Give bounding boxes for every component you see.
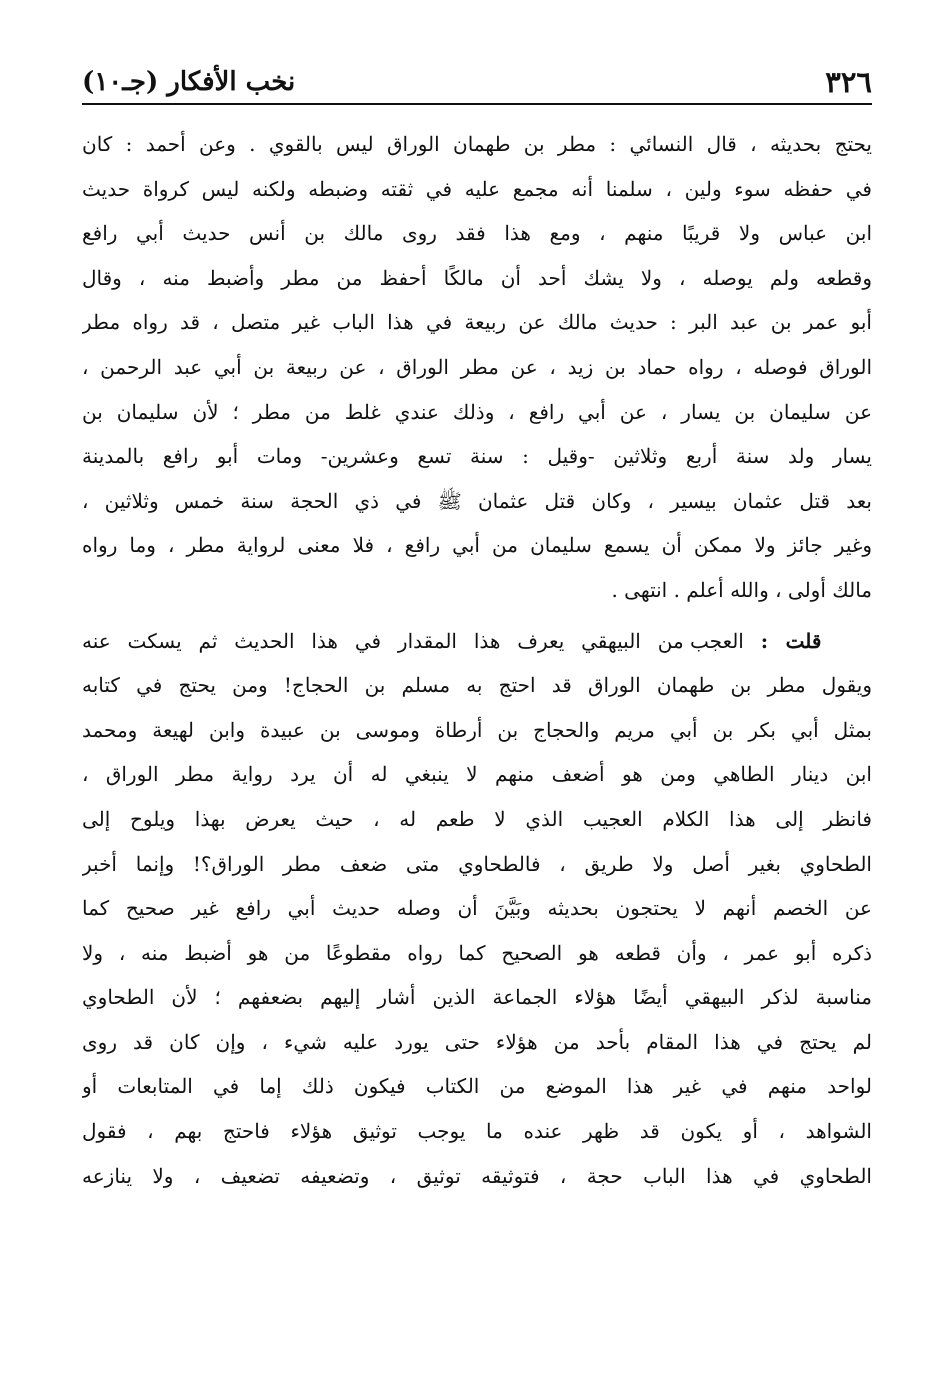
text-line: مالك أولى ، والله أعلم . انتهى . <box>611 577 872 602</box>
text-line: أبو عمر بن عبد البر : حديث مالك عن ربيعة في هذا الباب غير متصل ، قد رواه مطر <box>82 310 872 335</box>
text-line: الوراق فوصله ، رواه حماد بن زيد ، عن مطر الوراق ، عن ربيعة بن أبي عبد الرحمن ، <box>82 354 872 379</box>
text-line: الشواهد ، أو يكون قد ظهر عنده ما يوجب توثيق هؤلاء فاحتج بهم ، فقول <box>82 1119 872 1144</box>
text-line: الطحاوي في هذا الباب حجة ، فتوثيقه توثيق ، وتضعيفه تضعيف ، ولا ينازعه <box>82 1163 872 1188</box>
page-number: ٣٢٦ <box>825 65 872 99</box>
text-line-rest: العجب من البيهقي يعرف هذا المقدار في هذا الحديث ثم يسكت عنه <box>82 628 744 653</box>
text-line: يحتج بحديثه ، قال النسائي : مطر بن طهمان الوراق ليس بالقوي . وعن أحمد : كان <box>82 132 872 156</box>
text-line: ذكره أبو عمر ، وأن قطعه هو الصحيح كما رواه مقطوعًا من هو أضبط منه ، ولا <box>82 940 872 965</box>
paragraph-1 <box>82 122 872 613</box>
text-line: بمثل أبي بكر بن أبي مريم والحجاج بن أرطاة وموسى بن عبيدة وابن لهيعة ومحمد <box>82 717 872 742</box>
text-line: وغير جائز ولا ممكن أن يسمع سليمان من أبي رافع ، فلا معنى لرواية مطر ، وما رواه <box>82 533 872 558</box>
running-title: نخب الأفكار (جـ١٠) <box>82 67 296 97</box>
paragraph-lead: قلت : <box>760 628 822 653</box>
running-header <box>82 60 872 100</box>
text-line: عن سليمان بن يسار ، عن أبي رافع ، وذلك عندي غلط من مطر ؛ لأن سليمان بن <box>82 399 872 424</box>
text-line: مناسبة لذكر البيهقي أيضًا هؤلاء الجماعة الذين أشار إليهم بضعفهم ؛ لأن الطحاوي <box>82 985 872 1010</box>
text-line: ويقول مطر بن طهمان الوراق قد احتج به مسلم بن الحجاج! ومن يحتج في كتابه <box>82 673 872 698</box>
main-text <box>82 122 872 1198</box>
text-line: بعد قتل عثمان بيسير ، وكان قتل عثمان ﷺ في ذي الحجة سنة خمس وثلاثين ، <box>82 488 872 513</box>
text-line: وقطعه ولم يوصله ، ولا يشك أحد أن مالكًا أحفظ من مطر وأضبط منه ، وقال <box>82 265 872 290</box>
text-line: لواحد منهم في غير هذا الموضع من الكتاب فيكون ذلك إما في المتابعات أو <box>82 1074 872 1099</box>
text-line: الطحاوي بغير أصل ولا طريق ، فالطحاوي متى ضعف مطر الوراق؟! وإنما أخبر <box>82 851 872 876</box>
paragraph-2 <box>82 619 872 1199</box>
text-line: فانظر إلى هذا الكلام العجيب الذي لا طعم له ، حيث يعرض بهذا ويلوح إلى <box>82 806 872 831</box>
header-divider <box>82 103 872 105</box>
text-line: عن الخصم أنهم لا يحتجون بحديثه وبَيَّنَ أن وصله حديث أبي رافع غير صحيح كما <box>82 896 872 921</box>
text-line: ابن دينار الطاهي ومن هو أضعف منهم لا ينبغي له أن يرد رواية مطر الوراق ، <box>82 762 872 787</box>
text-line: يسار ولد سنة أربع وثلاثين -وقيل : سنة تسع وعشرين- ومات أبو رافع بالمدينة <box>82 444 872 469</box>
text-line <box>82 619 872 664</box>
text-line: في حفظه سوء ولين ، سلمنا أنه مجمع عليه في ثقته وضبطه ولكنه ليس كرواة حديث <box>82 176 872 201</box>
text-line: لم يحتج في هذا المقام بأحد من هؤلاء حتى يورد عليه شيء ، وإن كان قد روى <box>82 1029 872 1054</box>
text-line: ابن عباس ولا قريبًا منهم ، ومع هذا فقد روى مالك بن أنس حديث أبي رافع <box>82 221 872 246</box>
